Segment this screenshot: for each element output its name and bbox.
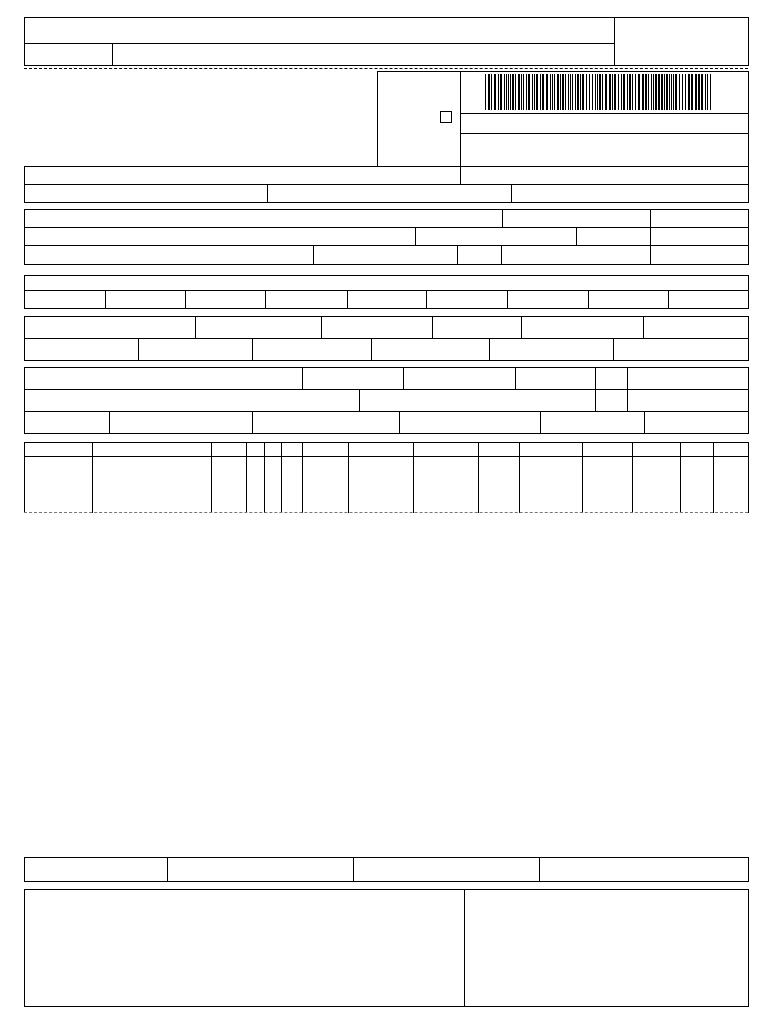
transport-divider	[302, 367, 303, 390]
receipt-stub	[24, 17, 749, 66]
invoice-divider	[24, 290, 749, 291]
recipient-divider	[457, 245, 458, 265]
invoice-divider	[426, 290, 427, 309]
access-key-divider	[460, 113, 749, 114]
transport-divider	[399, 411, 400, 434]
tax-divider	[521, 316, 522, 339]
tax-divider	[613, 338, 614, 361]
issqn-divider	[539, 857, 540, 882]
tax-divider	[24, 338, 749, 339]
tax-divider	[643, 316, 644, 339]
state-registration-divider	[267, 184, 268, 203]
products-column-divider	[713, 442, 714, 513]
barcode-icon	[485, 74, 711, 110]
receipt-divider	[112, 43, 113, 66]
products-column-divider	[413, 442, 414, 513]
issqn-divider	[167, 857, 168, 882]
danfe-divider	[460, 71, 461, 167]
transport-divider	[24, 411, 749, 412]
invoice-divider	[507, 290, 508, 309]
transport-divider	[540, 411, 541, 434]
invoice-divider	[105, 290, 106, 309]
transport-divider	[595, 367, 596, 412]
transport-divider	[24, 389, 749, 390]
products-bottom-dash	[24, 512, 748, 513]
products-column-divider	[281, 442, 282, 513]
transport-divider	[359, 389, 360, 412]
recipient-divider	[650, 209, 651, 265]
invoice-divider	[185, 290, 186, 309]
products-column-divider	[348, 442, 349, 513]
transport-divider	[109, 411, 110, 434]
additional-data-block	[24, 889, 749, 1007]
entry-exit-checkbox[interactable]	[440, 111, 452, 123]
products-column-divider	[92, 442, 93, 513]
issqn-block	[24, 857, 749, 882]
recipient-divider	[576, 227, 577, 246]
invoice-block	[24, 275, 749, 309]
products-column-divider	[302, 442, 303, 513]
transport-divider	[403, 367, 404, 390]
receipt-divider	[614, 17, 615, 66]
recipient-divider	[313, 245, 314, 265]
invoice-divider	[347, 290, 348, 309]
tax-divider	[432, 316, 433, 339]
recipient-divider	[502, 209, 503, 228]
transport-divider	[252, 411, 253, 434]
products-column-divider	[632, 442, 633, 513]
products-column-divider	[582, 442, 583, 513]
tax-divider	[195, 316, 196, 339]
products-column-divider	[680, 442, 681, 513]
cut-line	[24, 68, 748, 69]
additional-data-divider	[464, 889, 465, 1007]
products-column-divider	[519, 442, 520, 513]
tax-divider	[371, 338, 372, 361]
tax-divider	[138, 338, 139, 361]
products-header-divider	[24, 456, 749, 457]
recipient-block	[24, 209, 749, 265]
products-column-divider	[246, 442, 247, 513]
products-column-divider	[478, 442, 479, 513]
tax-divider	[252, 338, 253, 361]
products-column-divider	[211, 442, 212, 513]
recipient-divider	[501, 245, 502, 265]
products-table	[24, 442, 749, 513]
recipient-divider	[24, 227, 749, 228]
products-column-divider	[264, 442, 265, 513]
transport-divider	[644, 411, 645, 434]
transport-block	[24, 367, 749, 434]
transport-divider	[627, 367, 628, 412]
state-registration-row	[24, 184, 749, 203]
issqn-divider	[353, 857, 354, 882]
invoice-divider	[668, 290, 669, 309]
nature-operation-divider	[460, 166, 461, 185]
tax-divider	[489, 338, 490, 361]
tax-divider	[321, 316, 322, 339]
state-registration-divider	[511, 184, 512, 203]
nature-operation-row	[24, 166, 749, 185]
invoice-divider	[588, 290, 589, 309]
invoice-divider	[265, 290, 266, 309]
access-key-divider	[460, 133, 749, 134]
recipient-divider	[415, 227, 416, 246]
transport-divider	[515, 367, 516, 390]
recipient-divider	[24, 245, 749, 246]
